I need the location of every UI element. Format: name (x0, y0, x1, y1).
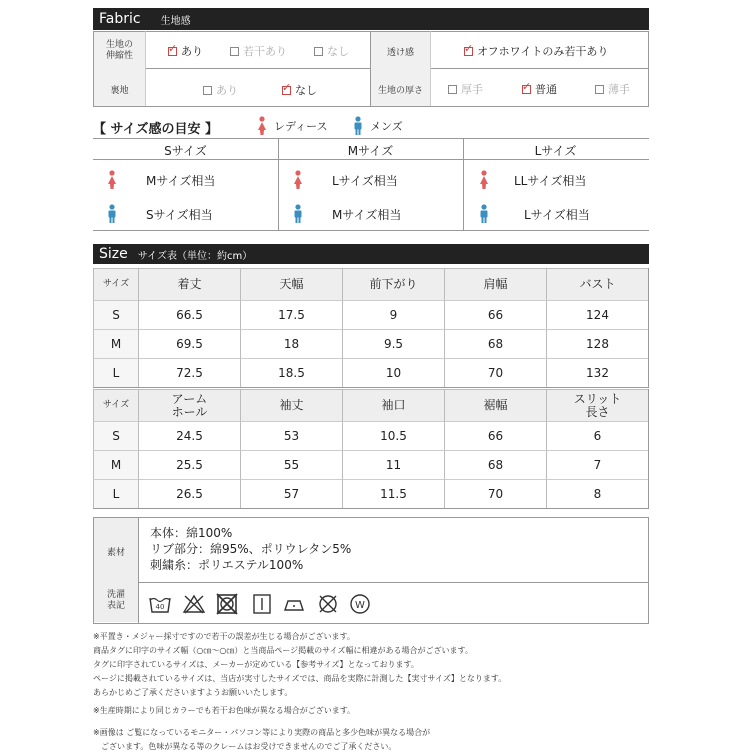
measure-col-header: スリット 長さ (546, 389, 648, 421)
measure-col-header: 肩幅 (444, 268, 546, 300)
wash-40-icon (148, 592, 172, 616)
stretch-label: 生地の 伸縮性 (105, 40, 133, 61)
note-line: ※生産時期により同じカラーでも若干お色味が異なる場合がございます。 (93, 706, 356, 715)
table-cell: 18 (240, 329, 342, 358)
table-cell: 124 (546, 300, 648, 329)
guide-s-ladies: Mサイズ相当 (106, 170, 215, 190)
table-cell: 17.5 (240, 300, 342, 329)
measure-col-header: 袖丈 (240, 389, 342, 421)
svg-text:W: W (355, 600, 365, 611)
table-cell: 24.5 (138, 421, 240, 450)
man-icon (292, 204, 304, 224)
guide-l-ladies: LLサイズ相当 (478, 170, 586, 190)
note-line: あらかじめご了承くださいますようお願いいたします。 (93, 688, 293, 697)
note-line: ※画像は ご覧になっているモニター・パソコン等により実際の商品と多少色味が異なる場合が (93, 728, 431, 737)
table-cell: 8 (546, 479, 648, 508)
guide-l-mens: Lサイズ相当 (478, 204, 590, 224)
stretch-option-yes: ✓ あり (168, 43, 203, 59)
table-cell: 6 (546, 421, 648, 450)
table-cell: 69.5 (138, 329, 240, 358)
size-row-label: M (93, 450, 138, 479)
note-line: ございます。色味が異なる等のクレームはお受けできませんのでご了承ください。 (93, 742, 397, 751)
table-cell: 66.5 (138, 300, 240, 329)
checkbox-icon (282, 86, 291, 95)
no-tumble-dry-icon (215, 592, 239, 616)
table-cell: 26.5 (138, 479, 240, 508)
table-cell: 25.5 (138, 450, 240, 479)
woman-icon (478, 170, 490, 190)
line-dry-icon (250, 592, 274, 616)
material-line-1: 本体：綿100% (150, 526, 233, 540)
checkbox-icon (448, 85, 457, 94)
thickness-option-thin: 薄手 (595, 81, 630, 97)
no-bleach-icon (182, 592, 206, 616)
checkbox-icon (314, 47, 323, 56)
sheer-label: 透け感 (386, 48, 414, 58)
measure-col-header: 着丈 (138, 268, 240, 300)
thickness-option-thick: 厚手 (448, 81, 483, 97)
table-cell: 11 (342, 450, 444, 479)
measure-col-header: 前下がり (342, 268, 444, 300)
care-label: 洗濯 表記 (106, 590, 125, 611)
sheer-option: ✓ オフホワイトのみ若干あり (464, 43, 608, 59)
table-cell: 68 (444, 329, 546, 358)
fabric-title: Fabric (99, 11, 141, 27)
checkbox-icon (230, 47, 239, 56)
guide-m-ladies: Lサイズ相当 (292, 170, 398, 190)
wet-clean-icon (348, 592, 372, 616)
man-icon (352, 116, 364, 136)
woman-icon (256, 116, 268, 136)
table-cell: 10 (342, 358, 444, 387)
table-cell: 66 (444, 300, 546, 329)
note-line: ページに掲載されているサイズは、当店が実寸したサイズでは、商品を実際に計測した【実寸サイズ】となります。 (93, 674, 507, 683)
note-line: 商品タグに印字のサイズ幅（○㎝〜○㎝）と当商品ページ掲載のサイズ幅に相違がある場合がございます。 (93, 646, 473, 655)
table-cell: 9.5 (342, 329, 444, 358)
size-row-label: S (93, 300, 138, 329)
size-row-label: M (93, 329, 138, 358)
stretch-option-slight: 若干あり (230, 43, 287, 59)
size-subtitle: サイズ表（単位：約cm） (137, 250, 253, 262)
man-icon (478, 204, 490, 224)
table-cell: 7 (546, 450, 648, 479)
size-title: Size (99, 246, 128, 262)
lining-option-no: ✓ なし (282, 82, 317, 98)
stretch-option-no: なし (314, 43, 349, 59)
size-col-header: サイズ (93, 389, 138, 421)
material-label: 素材 (106, 548, 125, 558)
measure-col-header: バスト (546, 268, 648, 300)
material-line-3: 刺繍糸：ポリエステル100% (150, 558, 304, 572)
woman-icon (292, 170, 304, 190)
table-cell: 53 (240, 421, 342, 450)
material-line-2: リブ部分：綿95%、ポリウレタン5% (150, 542, 352, 556)
svg-text:40: 40 (155, 603, 165, 611)
guide-m-mens: Mサイズ相当 (292, 204, 401, 224)
measure-col-header: 天幅 (240, 268, 342, 300)
measure-col-header: 袖口 (342, 389, 444, 421)
table-cell: 55 (240, 450, 342, 479)
size-row-label: L (93, 358, 138, 387)
fabric-header-bar (93, 8, 649, 30)
table-cell: 18.5 (240, 358, 342, 387)
guide-head-l: Lサイズ (534, 144, 577, 158)
table-cell: 68 (444, 450, 546, 479)
ladies-legend: レディース (256, 116, 328, 136)
checkbox-icon (464, 47, 473, 56)
table-cell: 128 (546, 329, 648, 358)
man-icon (106, 204, 118, 224)
size-row-label: L (93, 479, 138, 508)
notes (93, 630, 506, 754)
fabric-subtitle: 生地感 (160, 15, 191, 27)
table-cell: 70 (444, 479, 546, 508)
checkbox-icon (168, 47, 177, 56)
size-row-label: S (93, 421, 138, 450)
note-line: ※平置き・メジャー採寸ですので若干の誤差が生じる場合がございます。 (93, 632, 355, 641)
lining-option-yes: あり (203, 82, 238, 98)
table-cell: 10.5 (342, 421, 444, 450)
mens-legend: メンズ (352, 116, 403, 136)
iron-low-icon (282, 592, 306, 616)
measure-col-header: アーム ホール (138, 389, 240, 421)
checkbox-icon (522, 85, 531, 94)
guide-s-mens: Sサイズ相当 (106, 204, 213, 224)
no-dry-clean-icon (316, 592, 340, 616)
checkbox-icon (595, 85, 604, 94)
thickness-option-normal: ✓ 普通 (522, 81, 557, 97)
woman-icon (106, 170, 118, 190)
size-guide-title: 【 サイズ感の目安 】 (93, 122, 219, 137)
lining-label: 裏地 (110, 86, 129, 96)
guide-head-s: Sサイズ (164, 144, 207, 158)
note-line: タグに印字されているサイズは、メーカーが定めている【参考サイズ】となっております。 (93, 660, 419, 669)
thickness-label: 生地の厚さ (377, 86, 423, 96)
table-cell: 70 (444, 358, 546, 387)
table-cell: 57 (240, 479, 342, 508)
measure-col-header: 裾幅 (444, 389, 546, 421)
guide-head-m: Mサイズ (347, 144, 394, 158)
table-cell: 132 (546, 358, 648, 387)
table-cell: 9 (342, 300, 444, 329)
checkbox-icon (203, 86, 212, 95)
size-header-bar (93, 244, 649, 264)
table-cell: 11.5 (342, 479, 444, 508)
table-cell: 66 (444, 421, 546, 450)
size-col-header: サイズ (93, 268, 138, 300)
table-cell: 72.5 (138, 358, 240, 387)
